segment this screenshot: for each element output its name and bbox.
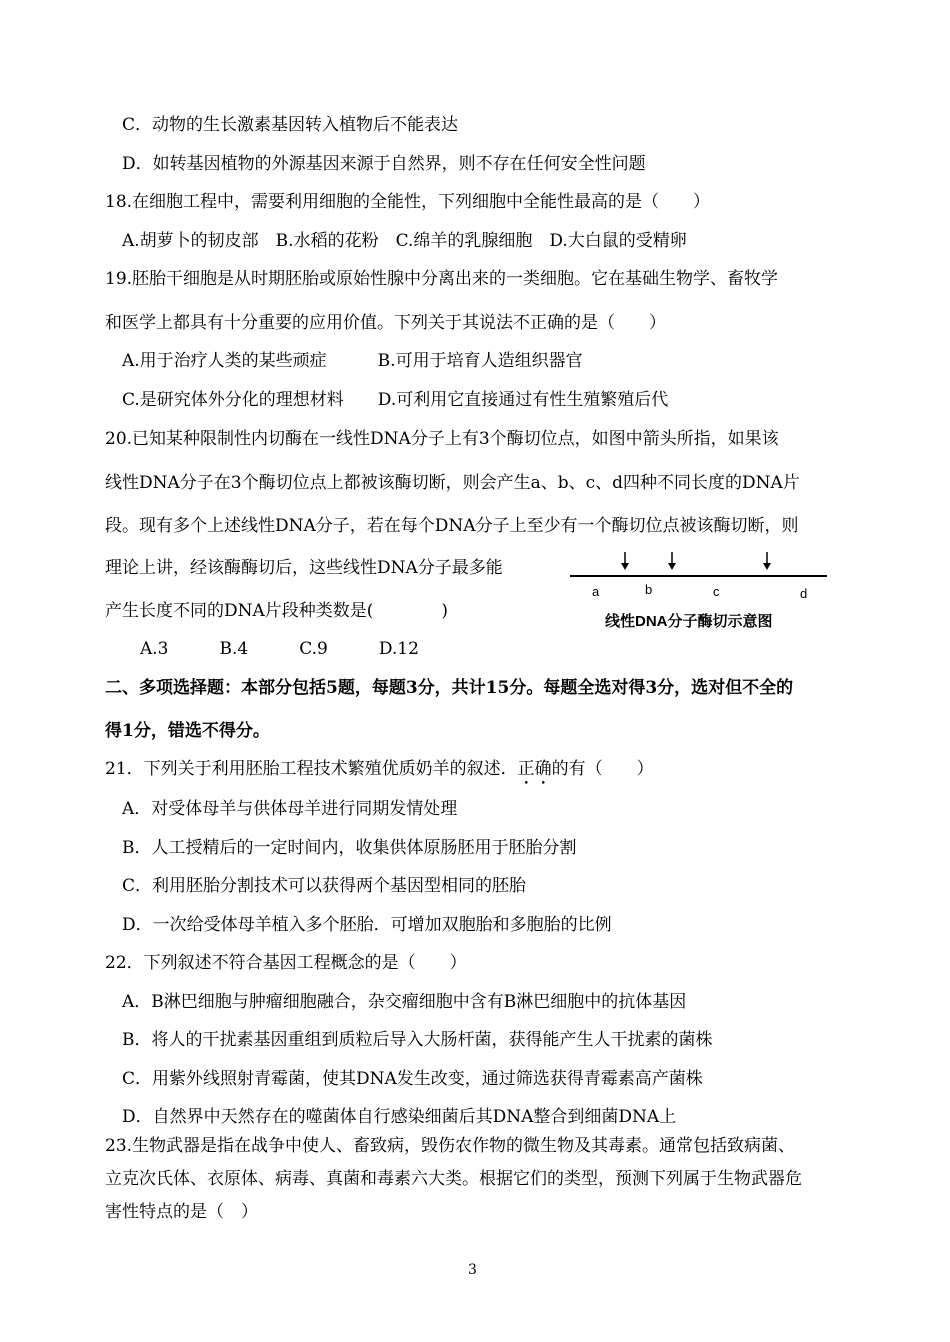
q22-option-c: C．用紫外线照射青霉菌，使其DNA发生改变，通过筛选获得青霉素高产菌株: [122, 1069, 703, 1089]
q21-stem-before: 21．下列关于利用胚胎工程技术繁殖优质奶羊的叙述．: [105, 759, 518, 779]
q21-stem-after: 的有（ ）: [551, 759, 654, 779]
q21-stem-emphasis: 正确: [517, 759, 552, 779]
q20-stem-line5: 产生长度不同的DNA片段种类数是( ): [105, 601, 449, 621]
fragment-label-c: c: [713, 584, 720, 599]
q22-option-b: B．将人的干扰素基因重组到质粒后导入大肠杆菌，获得能产生人干扰素的菌株: [122, 1030, 713, 1050]
q20-options: A.3 B.4 C.9 D.12: [140, 639, 419, 659]
q20-stem-line4: 理论上讲，经该酶酶切后，这些线性DNA分子最多能: [105, 558, 503, 578]
q18-options: A.胡萝卜的韧皮部 B.水稻的花粉 C.绵羊的乳腺细胞 D.大白鼠的受精卵: [122, 231, 687, 251]
q23-stem-line2: 立克次氏体、衣原体、病毒、真菌和毒素六大类。根据它们的类型，预测下列属于生物武器危: [105, 1169, 802, 1189]
q19-options-cd: C.是研究体外分化的理想材料 D.可利用它直接通过有性生殖繁殖后代: [122, 390, 669, 410]
q21-option-d: D．一次给受体母羊植入多个胚胎．可增加双胞胎和多胞胎的比例: [122, 915, 612, 935]
figure-caption: 线性DNA分子酶切示意图: [605, 613, 773, 630]
q23-stem-line1: 23.生物武器是指在战争中使人、畜致病，毁伤农作物的微生物及其毒素。通常包括致病菌、: [105, 1136, 796, 1156]
cut-site-arrow: [763, 552, 771, 570]
q22-stem: 22．下列叙述不符合基因工程概念的是（ ）: [105, 953, 467, 973]
q19-options-ab: A.用于治疗人类的某些顽症 B.可用于培育人造组织器官: [122, 351, 583, 371]
q21-option-c: C．利用胚胎分割技术可以获得两个基因型相同的胚胎: [122, 876, 527, 896]
section2-heading-line1: 二、多项选择题：本部分包括5题，每题3分，共计15分。每题全选对得3分，选对但不全的: [105, 678, 794, 698]
fragment-label-d: d: [800, 586, 808, 601]
section2-heading-line2: 得1分，错选不得分。: [105, 721, 270, 741]
q17-option-d: D．如转基因植物的外源基因来源于自然界，则不存在任何安全性问题: [122, 154, 646, 174]
q20-stem-line3: 段。现有多个上述线性DNA分子，若在每个DNA分子上至少有一个酶切位点被该酶切断，则: [105, 516, 799, 536]
q21-option-a: A．对受体母羊与供体母羊进行同期发情处理: [122, 799, 458, 819]
q17-option-c: C．动物的生长激素基因转入植物后不能表达: [122, 115, 459, 135]
q23-stem-line3: 害性特点的是（ ）: [105, 1202, 258, 1222]
cut-site-arrow: [621, 552, 629, 570]
q19-stem-line2: 和医学上都具有十分重要的应用价值。下列关于其说法不正确的是（ ）: [105, 313, 666, 333]
q21-stem: [105, 758, 654, 789]
dna-cut-figure: [565, 540, 840, 640]
q20-stem-line2: 线性DNA分子在3个酶切位点上都被该酶切断，则会产生a、b、c、d四种不同长度的DNA片: [105, 473, 800, 493]
q22-option-a: A．B淋巴细胞与肿瘤细胞融合，杂交瘤细胞中含有B淋巴细胞中的抗体基因: [122, 992, 687, 1012]
fragment-label-b: b: [645, 582, 653, 597]
cut-site-arrow: [668, 552, 676, 570]
q20-stem-line1: 20.已知某种限制性内切酶在一线性DNA分子上有3个酶切位点，如图中箭头所指，如果该: [105, 429, 779, 449]
q21-option-b: B．人工授精后的一定时间内，收集供体原肠胚用于胚胎分割: [122, 838, 577, 858]
q18-stem: 18.在细胞工程中，需要利用细胞的全能性，下列细胞中全能性最高的是（ ）: [105, 192, 711, 212]
q22-option-d: D．自然界中天然存在的噬菌体自行感染细菌后其DNA整合到细菌DNA上: [122, 1107, 677, 1127]
fragment-label-a: a: [592, 584, 600, 599]
page-number: 3: [468, 1262, 477, 1278]
dna-cut-diagram: [565, 540, 840, 640]
q19-stem-line1: 19.胚胎干细胞是从时期胚胎或原始性腺中分离出来的一类细胞。它在基础生物学、畜牧学: [105, 269, 779, 289]
